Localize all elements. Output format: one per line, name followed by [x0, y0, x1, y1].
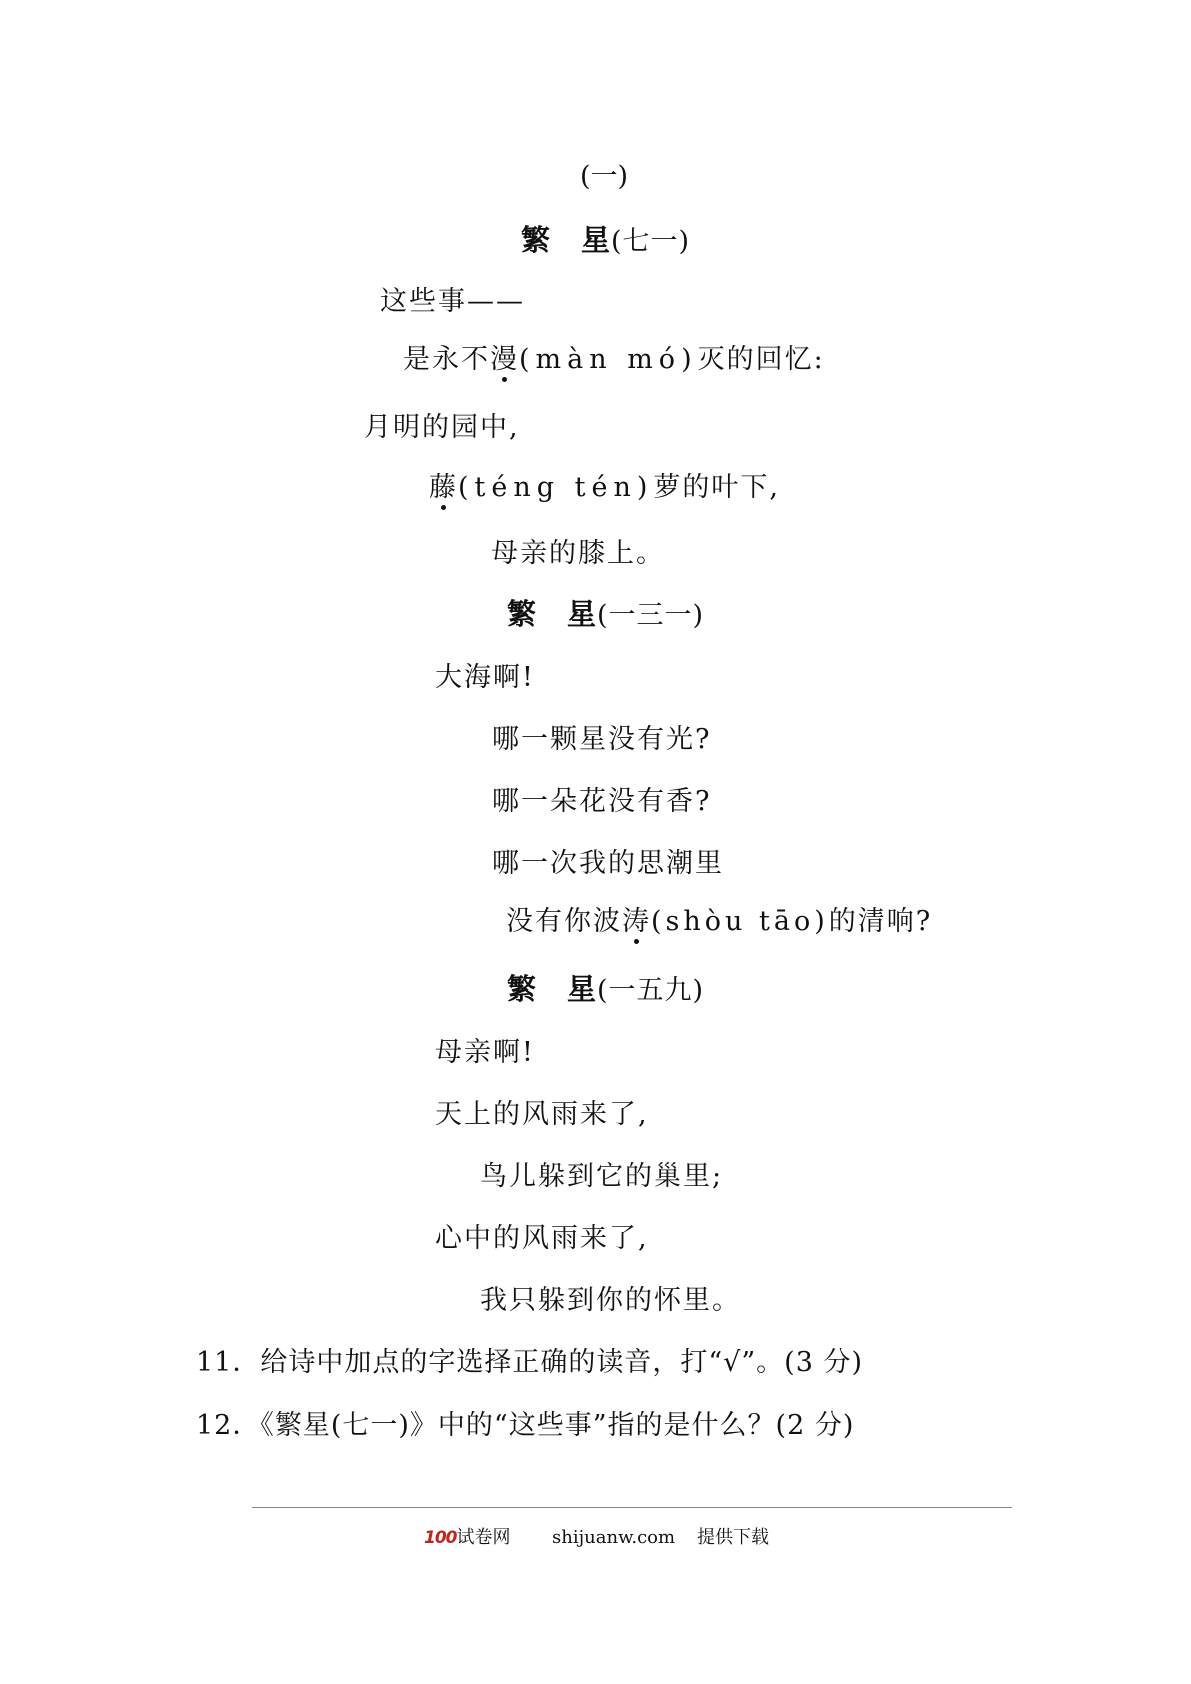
poem-131-line-4: 哪一次我的思潮里 — [492, 848, 724, 879]
poem-71-line-4-post: 萝的叶下, — [653, 472, 780, 503]
poem-131-line-5-pre: 没有你波 — [506, 906, 622, 937]
site-logo-icon: 100 — [424, 1528, 457, 1548]
footer-brand — [424, 1526, 511, 1550]
question-12: 12．《繁星(七一)》中的“这些事”指的是什么？(2 分) — [196, 1410, 855, 1441]
poem-71-pinyin-choice-2: (téng tén) — [458, 472, 654, 503]
poem-131-title-num: (一三一) — [597, 600, 705, 631]
poem-159-title-main: 繁 星 — [507, 972, 598, 1006]
poem-131-title — [507, 597, 704, 633]
poem-131-title-main: 繁 星 — [507, 597, 598, 631]
poem-159-line-3: 鸟儿躲到它的巢里; — [480, 1161, 724, 1192]
poem-159-line-2: 天上的风雨来了, — [435, 1099, 649, 1130]
poem-159-title — [507, 972, 704, 1008]
poem-71-line-5: 母亲的膝上。 — [491, 538, 665, 569]
poem-71-pinyin-choice-1: (màn mó) — [519, 344, 698, 375]
poem-131-pinyin-choice: (shòu tāo) — [651, 906, 829, 937]
poem-131-line-3: 哪一朵花没有香? — [492, 786, 712, 817]
poem-71-line-1: 这些事—— — [380, 286, 525, 317]
poem-131-line-5 — [506, 905, 932, 939]
poem-131-line-5-post: 的清响? — [828, 906, 933, 937]
poem-71-line-4 — [429, 471, 780, 505]
poem-159-line-5: 我只躲到你的怀里。 — [480, 1285, 741, 1316]
poem-71-title-main: 繁 星 — [521, 223, 612, 257]
poem-71-title-num: (七一) — [611, 226, 691, 257]
section-label: (一) — [580, 161, 629, 192]
poem-159-line-4: 心中的风雨来了, — [435, 1223, 649, 1254]
poem-159-line-1: 母亲啊! — [435, 1037, 535, 1068]
poem-159-title-num: (一五九) — [597, 975, 705, 1006]
poem-71-dotted-char-teng: 藤 — [429, 472, 458, 503]
footer-domain: shijuanw.com — [552, 1527, 676, 1548]
poem-131-dotted-char-tao: 涛 — [622, 906, 651, 937]
poem-71-line-2-pre: 是永不 — [403, 344, 490, 375]
footer-note: 提供下载 — [697, 1527, 769, 1548]
poem-131-line-2: 哪一颗星没有光? — [492, 724, 712, 755]
poem-71-title — [521, 223, 690, 259]
question-11: 11．给诗中加点的字选择正确的读音，打“√”。(3 分) — [196, 1347, 863, 1378]
footer-site-name: 试卷网 — [456, 1527, 511, 1548]
footer-divider — [252, 1507, 1012, 1508]
poem-71-line-2-post: 灭的回忆: — [697, 344, 825, 375]
poem-71-line-2 — [403, 343, 825, 377]
poem-131-line-1: 大海啊! — [435, 662, 535, 693]
poem-71-line-3: 月明的园中, — [364, 412, 520, 443]
poem-71-dotted-char-man: 漫 — [490, 344, 519, 375]
